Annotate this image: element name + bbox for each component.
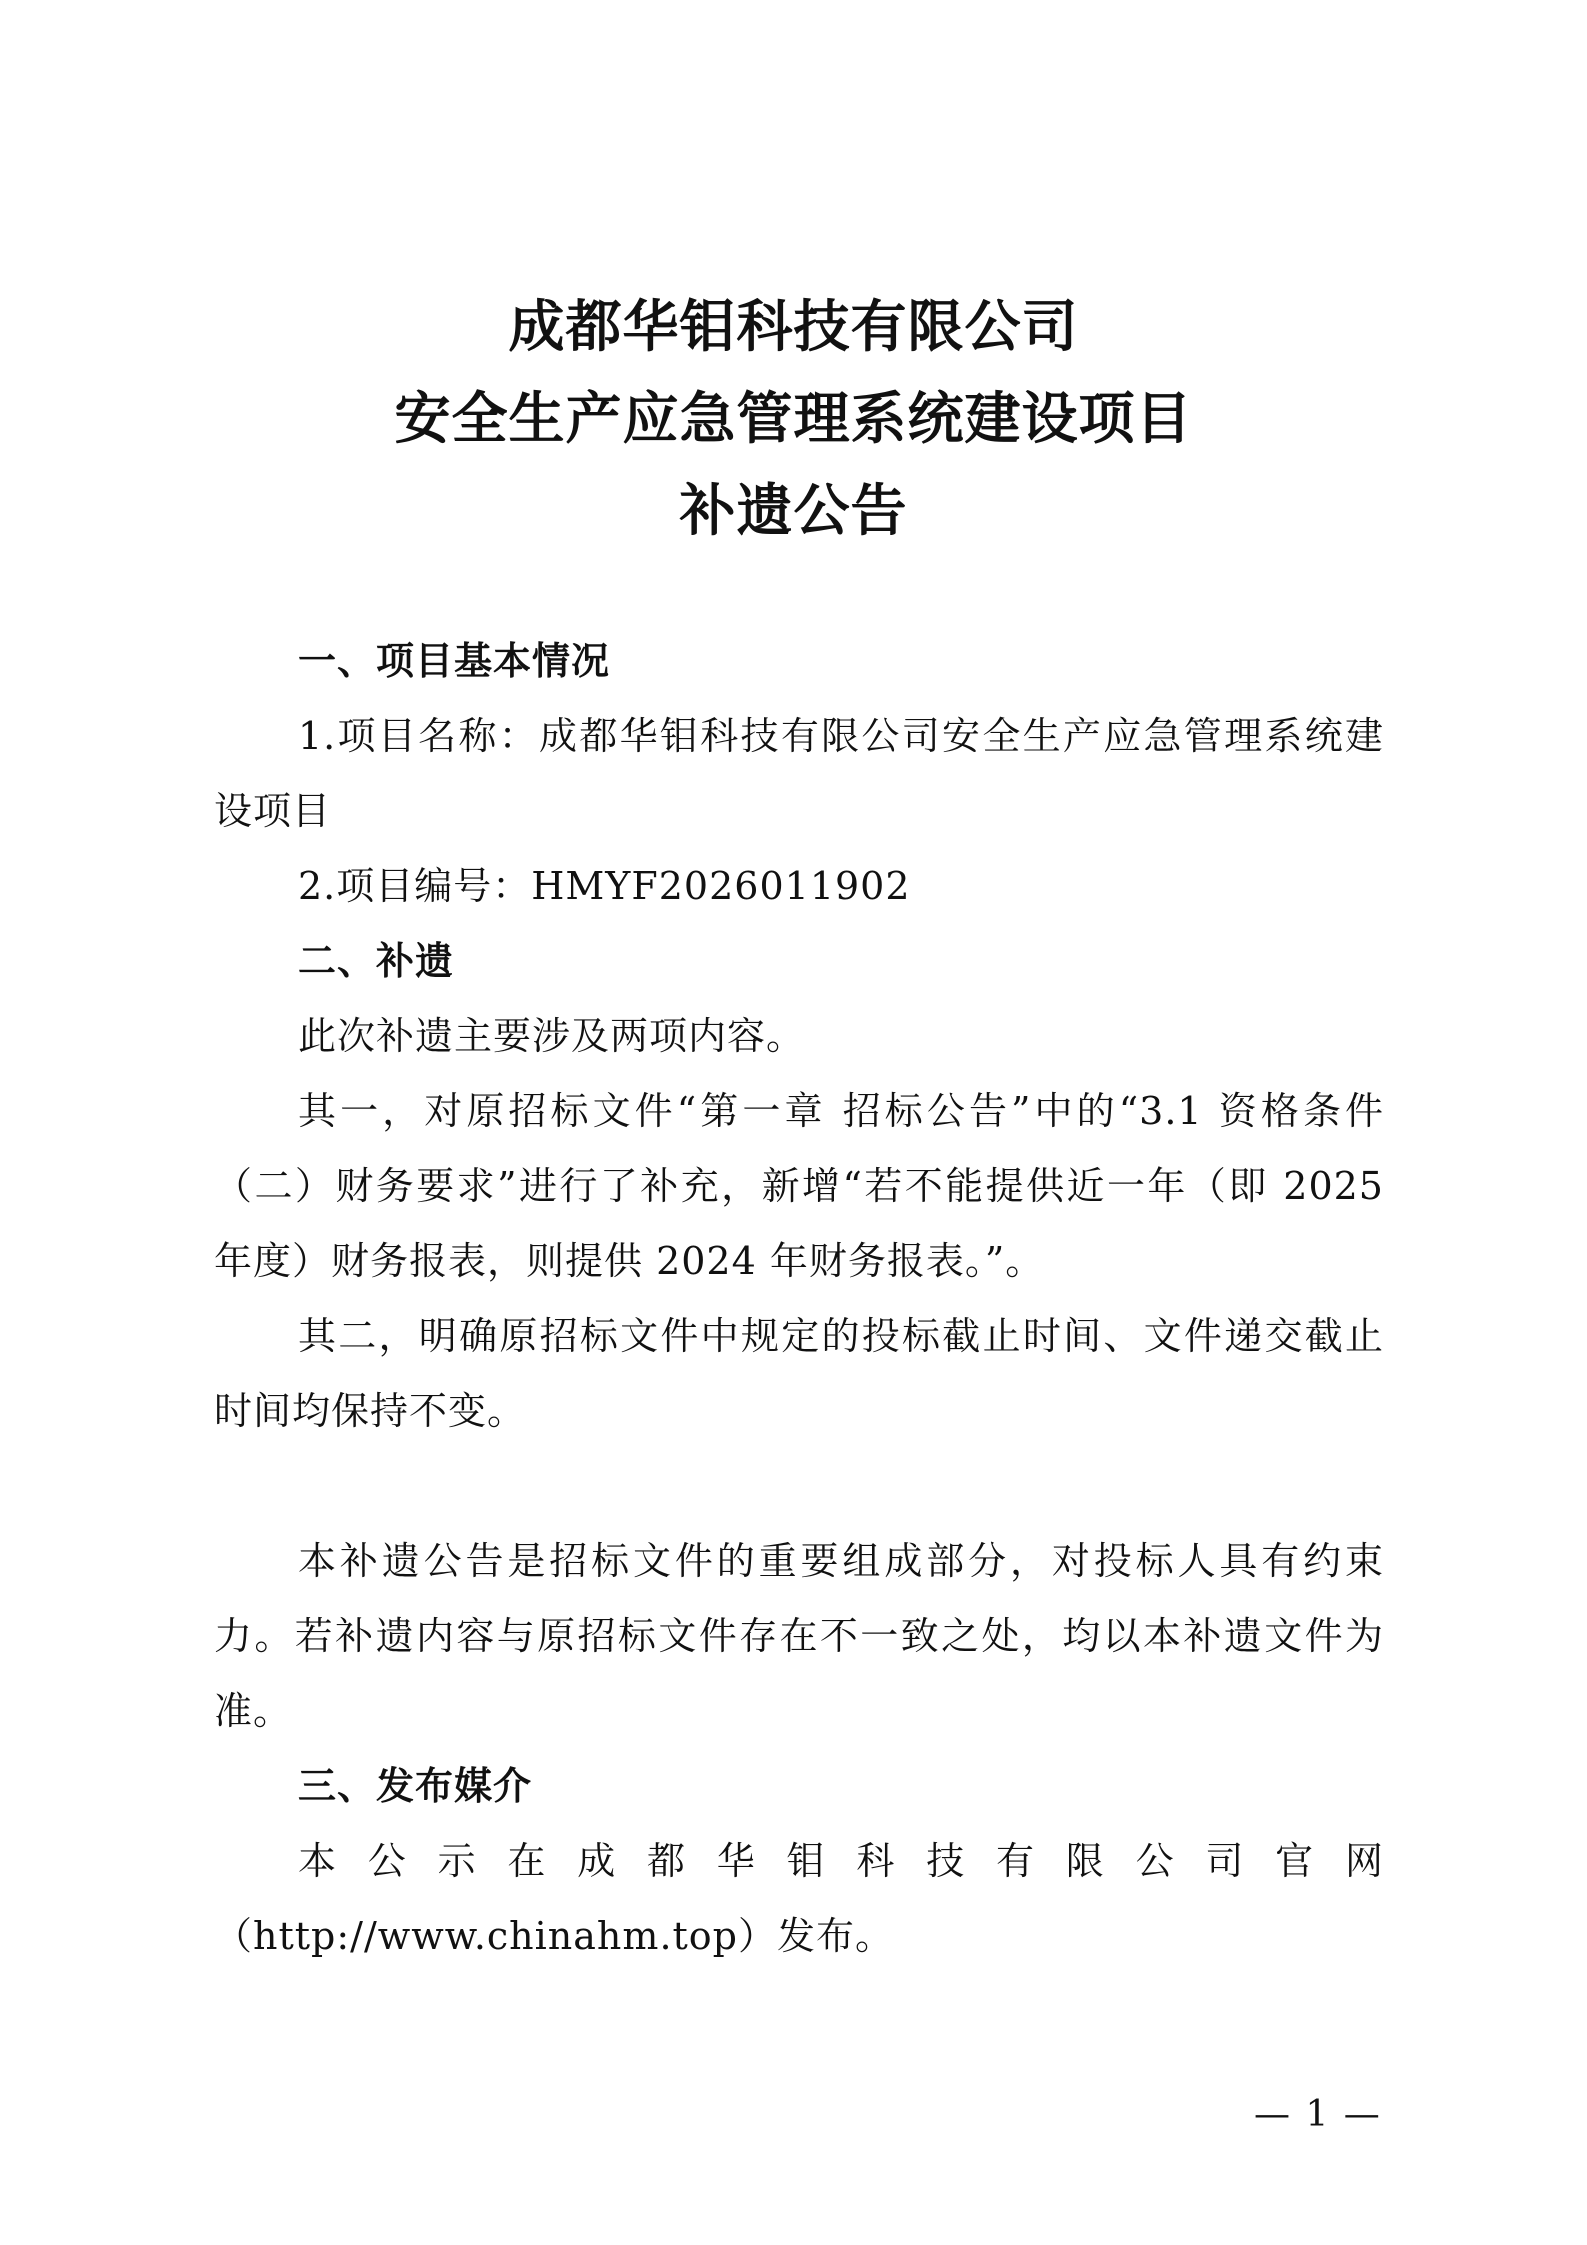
document-body	[214, 624, 1384, 1974]
project-name: 1.项目名称：成都华钼科技有限公司安全生产应急管理系统建设项目	[214, 714, 1384, 833]
publication-media: 本公示在成都华钼科技有限公司官网（http://www.chinahm.top）发布。	[214, 1839, 1384, 1958]
page-number: — 1 —	[1254, 2094, 1382, 2135]
addendum-point-2: 其二，明确原招标文件中规定的投标截止时间、文件递交截止时间均保持不变。	[214, 1314, 1384, 1433]
title-project: 安全生产应急管理系统建设项目	[394, 387, 1193, 452]
document-title	[0, 282, 1587, 558]
title-company: 成都华钼科技有限公司	[508, 295, 1079, 360]
title-notice-type: 补遗公告	[679, 479, 908, 544]
addendum-intro: 此次补遗主要涉及两项内容。	[298, 1014, 806, 1058]
addendum-point-1: 其一，对原招标文件“第一章 招标公告”中的“3.1 资格条件（二）财务要求”进行了补充，新增“若不能提供近一年（即 2025 年度）财务报表，则提供 2024 年财务报表。”。	[214, 1089, 1384, 1283]
project-number: 2.项目编号：HMYF2026011902	[298, 864, 911, 908]
section1-heading: 一、项目基本情况	[298, 639, 611, 683]
section3-heading: 三、发布媒介	[298, 1764, 533, 1808]
section2-heading: 二、补遗	[298, 939, 455, 983]
addendum-statement: 本补遗公告是招标文件的重要组成部分，对投标人具有约束力。若补遗内容与原招标文件存在不一致之处，均以本补遗文件为准。	[214, 1539, 1384, 1733]
paragraph-gap	[214, 1449, 1384, 1524]
